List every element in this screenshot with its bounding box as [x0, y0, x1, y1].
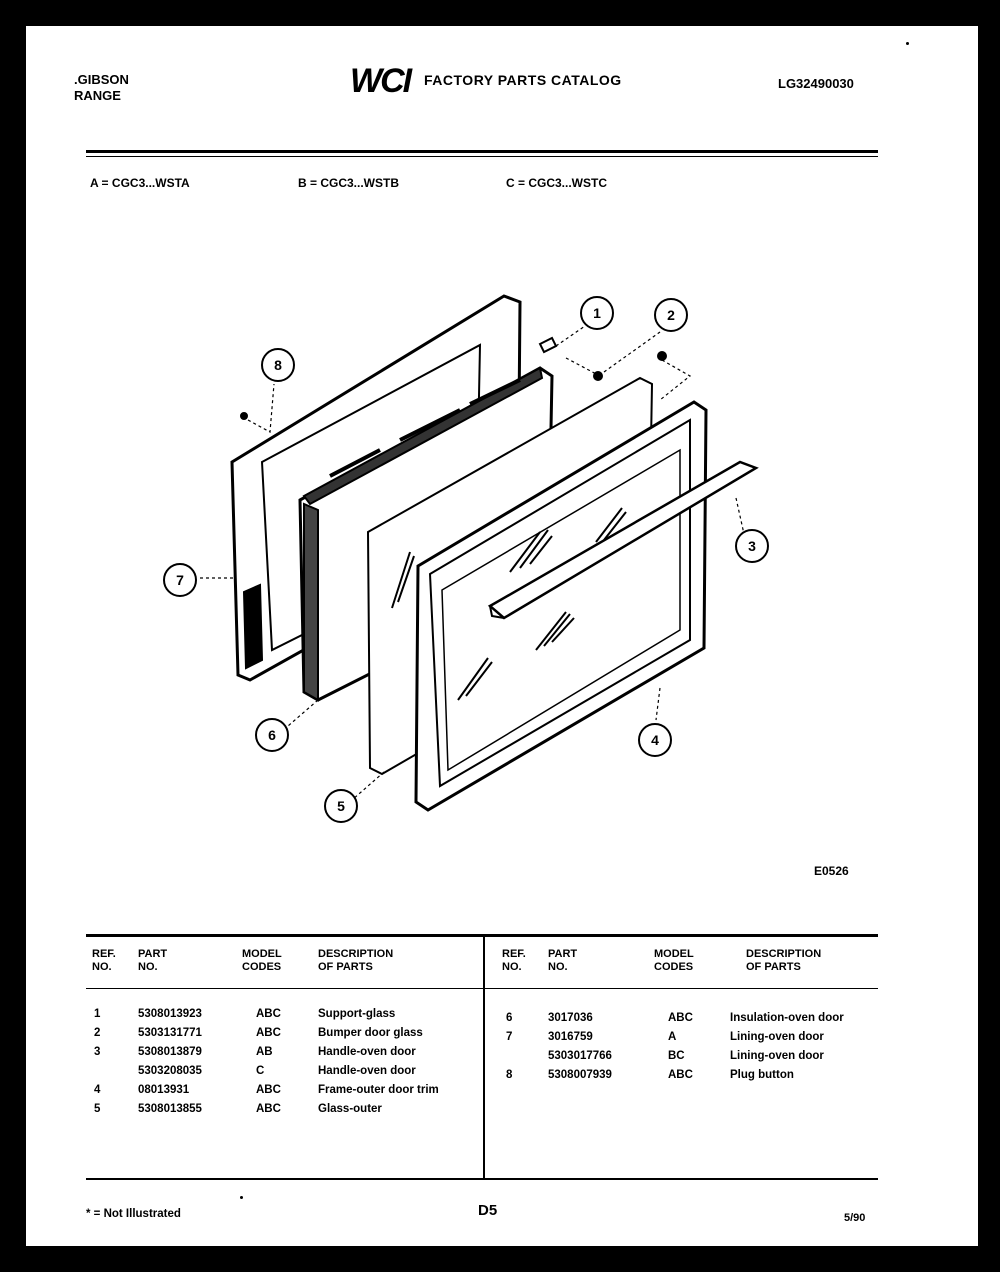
- svg-text:WCI: WCI: [350, 62, 411, 98]
- parts-row-ref: 4: [94, 1084, 101, 1096]
- parts-row-model: ABC: [256, 1084, 281, 1096]
- glass-support-part: [540, 338, 556, 352]
- wci-logo: [348, 62, 424, 98]
- catalog-page: [26, 26, 978, 1246]
- model-code-b: B = CGC3...WSTB: [298, 176, 400, 190]
- svg-text:6: 6: [268, 727, 276, 743]
- parts-row-part: 5303131771: [138, 1027, 202, 1039]
- parts-row-model: BC: [668, 1050, 685, 1062]
- svg-text:5: 5: [337, 798, 345, 814]
- parts-row-desc: Bumper door glass: [318, 1027, 423, 1039]
- model-code-c: C = CGC3...WSTC: [506, 176, 608, 190]
- table-divider: [483, 934, 485, 1180]
- parts-row-model: C: [256, 1065, 265, 1077]
- table-top-rule: [86, 934, 878, 937]
- parts-row-desc: Lining-oven door: [730, 1031, 824, 1043]
- parts-row-model: AB: [256, 1046, 273, 1058]
- svg-text:2: 2: [667, 307, 675, 323]
- model-code-a: A = CGC3...WSTA: [90, 176, 190, 190]
- svg-text:8: 8: [274, 357, 282, 373]
- document-id: LG32490030: [778, 76, 854, 91]
- parts-row-desc: Support-glass: [318, 1008, 396, 1020]
- callout-4: [639, 724, 671, 756]
- parts-row-part: 5308013855: [138, 1103, 202, 1115]
- parts-row-part: 5303208035: [138, 1065, 202, 1077]
- table-bottom-rule: [86, 1178, 878, 1180]
- parts-row-part: 5308007939: [548, 1069, 612, 1081]
- callout-3: [736, 530, 768, 562]
- callout-2: [655, 299, 687, 331]
- parts-row-ref: 1: [94, 1008, 101, 1020]
- parts-row-desc: Plug button: [730, 1069, 794, 1081]
- plug-button-part: [241, 413, 247, 419]
- catalog-title: FACTORY PARTS CATALOG: [424, 72, 622, 88]
- exploded-door-diagram: [26, 276, 978, 856]
- header-part-right: PART NO.: [548, 948, 578, 973]
- parts-row-desc: Insulation-oven door: [730, 1012, 844, 1024]
- table-header-rule: [86, 988, 878, 989]
- scan-speck: [240, 1196, 243, 1199]
- page-number: D5: [478, 1202, 498, 1219]
- diagram-code: E0526: [814, 864, 849, 878]
- parts-row-desc: Frame-outer door trim: [318, 1084, 439, 1096]
- parts-row-ref: 2: [94, 1027, 101, 1039]
- header-rule-thin: [86, 156, 878, 157]
- parts-row-model: ABC: [668, 1069, 693, 1081]
- parts-row-part: 5308013879: [138, 1046, 202, 1058]
- not-illustrated-note: * = Not Illustrated: [86, 1208, 181, 1220]
- callout-5: [325, 790, 357, 822]
- scan-speck: [906, 42, 909, 45]
- header-model-left: MODEL CODES: [242, 948, 282, 973]
- parts-row-desc: Glass-outer: [318, 1103, 382, 1115]
- header-desc-right: DESCRIPTION OF PARTS: [746, 948, 822, 973]
- parts-row-part: 08013931: [138, 1084, 190, 1096]
- brand-block: [74, 72, 129, 104]
- parts-row-desc: Handle-oven door: [318, 1046, 416, 1058]
- callout-8: [262, 349, 294, 381]
- svg-text:3: 3: [748, 538, 756, 554]
- parts-row-ref: 8: [506, 1069, 513, 1081]
- callout-1: [581, 297, 613, 329]
- parts-row-model: ABC: [256, 1008, 281, 1020]
- header-part-left: PART NO.: [138, 948, 168, 973]
- brand-name: .GIBSON: [74, 72, 129, 87]
- header-desc-left: DESCRIPTION OF PARTS: [318, 948, 394, 973]
- parts-row-model: A: [668, 1031, 677, 1043]
- parts-row-ref: 3: [94, 1046, 101, 1058]
- svg-text:1: 1: [593, 305, 601, 321]
- callout-6: [256, 719, 288, 751]
- parts-row-desc: Handle-oven door: [318, 1065, 416, 1077]
- svg-text:7: 7: [176, 572, 184, 588]
- header-ref-right: REF. NO.: [502, 948, 526, 973]
- parts-row-ref: 7: [506, 1031, 513, 1043]
- parts-row-part: 5303017766: [548, 1050, 612, 1062]
- svg-text:4: 4: [651, 732, 659, 748]
- header-model-right: MODEL CODES: [654, 948, 694, 973]
- catalog-date: 5/90: [844, 1212, 866, 1224]
- header-ref-left: REF. NO.: [92, 948, 116, 973]
- parts-row-desc: Lining-oven door: [730, 1050, 824, 1062]
- parts-row-part: 3016759: [548, 1031, 593, 1043]
- bumper-part-2: [658, 352, 666, 360]
- parts-row-model: ABC: [256, 1027, 281, 1039]
- parts-row-ref: 5: [94, 1103, 101, 1115]
- header-rule: [86, 150, 878, 153]
- parts-row-part: 3017036: [548, 1012, 593, 1024]
- parts-row-ref: 6: [506, 1012, 513, 1024]
- parts-row-model: ABC: [668, 1012, 693, 1024]
- callout-7: [164, 564, 196, 596]
- parts-row-model: ABC: [256, 1103, 281, 1115]
- parts-row-part: 5308013923: [138, 1008, 202, 1020]
- product-type: RANGE: [74, 88, 121, 103]
